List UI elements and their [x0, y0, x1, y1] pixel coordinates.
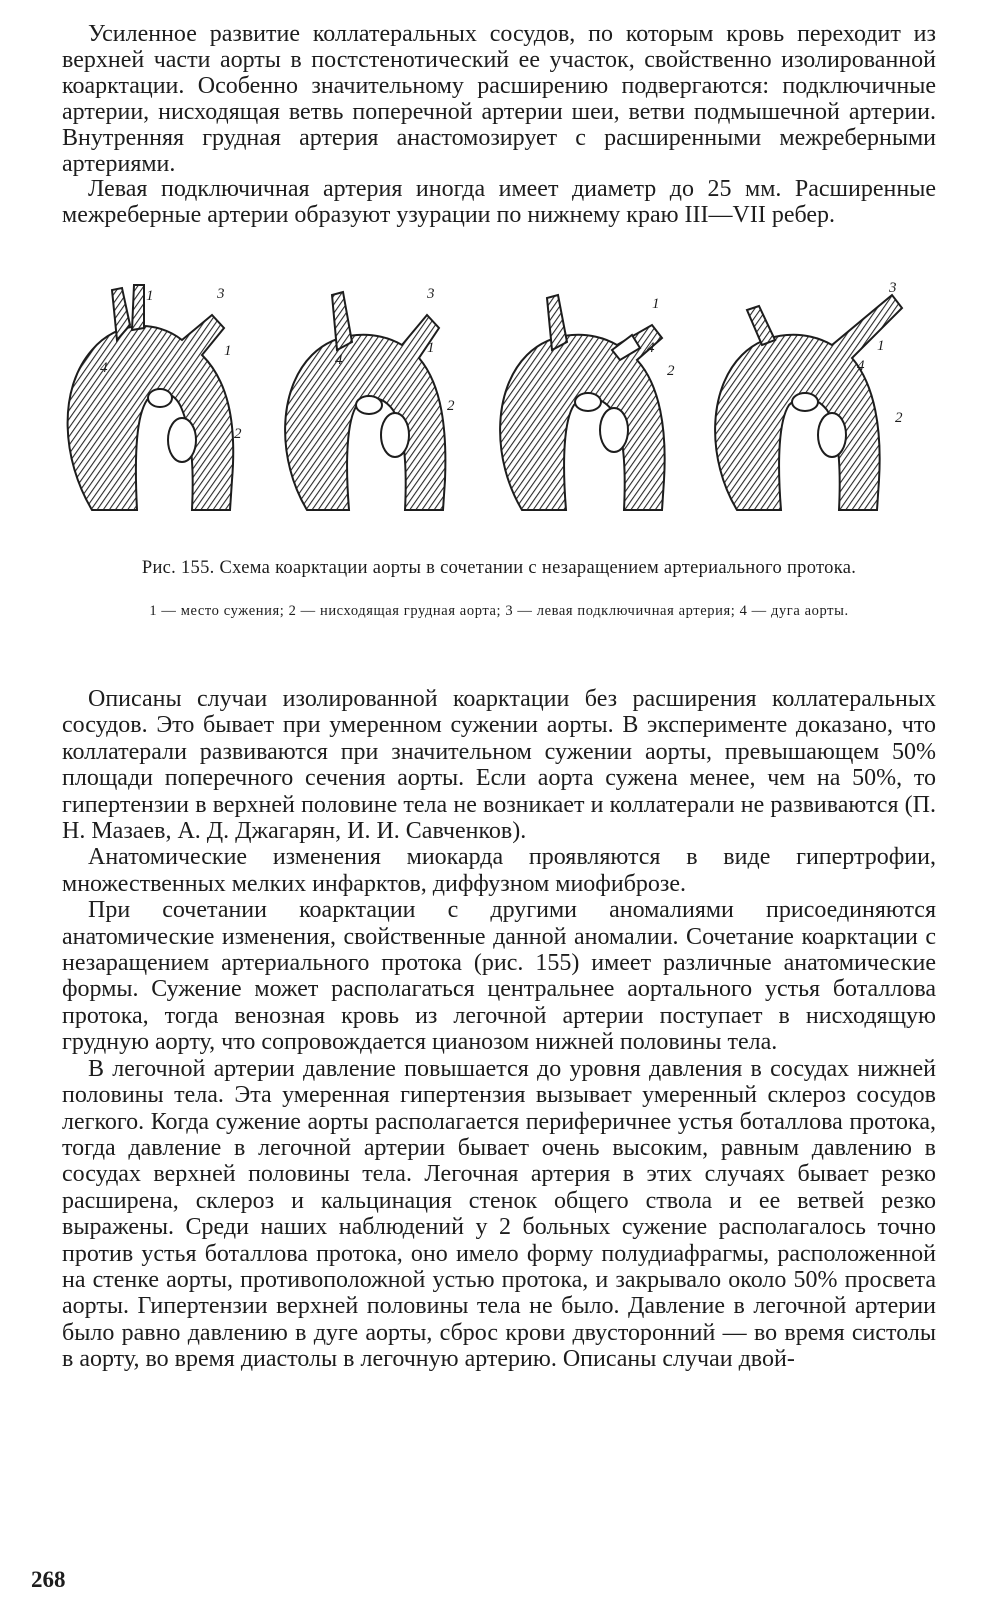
label-3: 3 — [217, 286, 225, 302]
text-block-top — [62, 22, 936, 229]
label-1: 1 — [877, 338, 885, 354]
aorta-diagram-2 — [285, 286, 455, 510]
figure-caption-legend: 1 — место сужения; 2 — нисходящая грудная аорта; 3 — левая подключичная артерия; 4 — дуга аорты. — [149, 603, 849, 619]
label-3: 3 — [889, 280, 897, 296]
aorta-diagram-1 — [68, 285, 242, 510]
label-2: 2 — [447, 398, 455, 414]
label-1: 1 — [652, 296, 660, 312]
label-2: 2 — [234, 426, 242, 442]
label-2: 2 — [667, 363, 675, 379]
label-4: 4 — [647, 340, 655, 356]
label-1: 1 — [146, 288, 154, 304]
label-3: 3 — [427, 286, 435, 302]
label-1: 1 — [427, 340, 435, 356]
label-4: 4 — [335, 352, 343, 368]
page-number: 268 — [31, 1567, 66, 1592]
figure-caption-title: Рис. 155. Схема коарктации аорты в сочетании с незаращением артериального протока. — [141, 558, 857, 578]
paragraph: Анатомические изменения миокарда проявляются в виде гипертрофии, множественных мелких инфарктов, диффузном миофиброзе. — [62, 844, 936, 897]
text-block-bottom — [62, 686, 936, 1373]
paragraph: Левая подключичная артерия иногда имеет диаметр до 25 мм. Расширенные межреберные артерии образуют узурации по нижнему краю III—VII ребер. — [62, 176, 936, 229]
label-4: 4 — [100, 360, 108, 376]
aorta-diagram-3 — [500, 295, 675, 510]
paragraph: Усиленное развитие коллатеральных сосудов, по которым кровь переходит из верхней части аорты в постстенотический ее участок, свойственно изолированной коарктации. Особенно значительному расширению подвергаются: подключичные артерии, нисходящая ветвь поперечной артерии шеи, ветви подмышечной артерии. Внутренняя грудная артерия анастомозирует с расширенными межреберными артериями. — [62, 21, 936, 177]
figure-aorta-coarctation-diagrams — [62, 280, 936, 538]
paragraph: В легочной артерии давление повышается до уровня давления в сосудах нижней половины тела. Эта умеренная гипертензия вызывает умеренный склероз сосудов легкого. Когда сужение аорты располагается периферичнее устья боталлова протока, тогда давление в легочной артерии бывает очень высоким, равным давлению в сосудах верхней половины тела. Легочная артерия в этих случаях бывает резко расширена, склероз и кальцинация стенок общего ствола и ее ветвей резко выражены. Среди наших наблюдений у 2 больных сужение располагалось точно против устья боталлова протока, оно имело форму полудиафрагмы, расположенной на стенке аорты, противоположной устью протока, и закрывало около 50% просвета аорты. Гипертензии верхней половины тела не было. Давление в легочной артерии было равно давлению в дуге аорты, сброс крови двусторонний — во время систолы в аорту, во время диастолы в легочную артерию. Описаны случаи двой- — [62, 1055, 936, 1373]
paragraph: При сочетании коарктации с другими аномалиями присоединяются анатомические изменения, свойственные данной аномалии. Сочетание коарктации с незаращением артериального протока (рис. 155) имеет различные анатомические формы. Сужение может располагаться центральнее аортального устья боталлова протока, тогда венозная кровь из легочной артерии поступает в нисходящую грудную аорту, что сопровождается цианозом нижней половины тела. — [62, 897, 936, 1056]
paragraph: Описаны случаи изолированной коарктации без расширения коллатеральных сосудов. Это бывает при умеренном сужении аорты. В эксперименте доказано, что коллатерали развиваются при значительном сужении аорты, превышающем 50% площади поперечного сечения аорты. Если аорта сужена менее, чем на 50%, то гипертензии в верхней половине тела не возникает и коллатерали не развиваются (П. Н. Мазаев, А. Д. Джагарян, И. И. Савченков). — [62, 686, 936, 845]
label-1: 1 — [224, 343, 232, 359]
label-2: 2 — [895, 410, 903, 426]
label-4: 4 — [857, 358, 865, 374]
aorta-illustrations — [62, 280, 936, 538]
aorta-diagram-4 — [715, 280, 903, 510]
